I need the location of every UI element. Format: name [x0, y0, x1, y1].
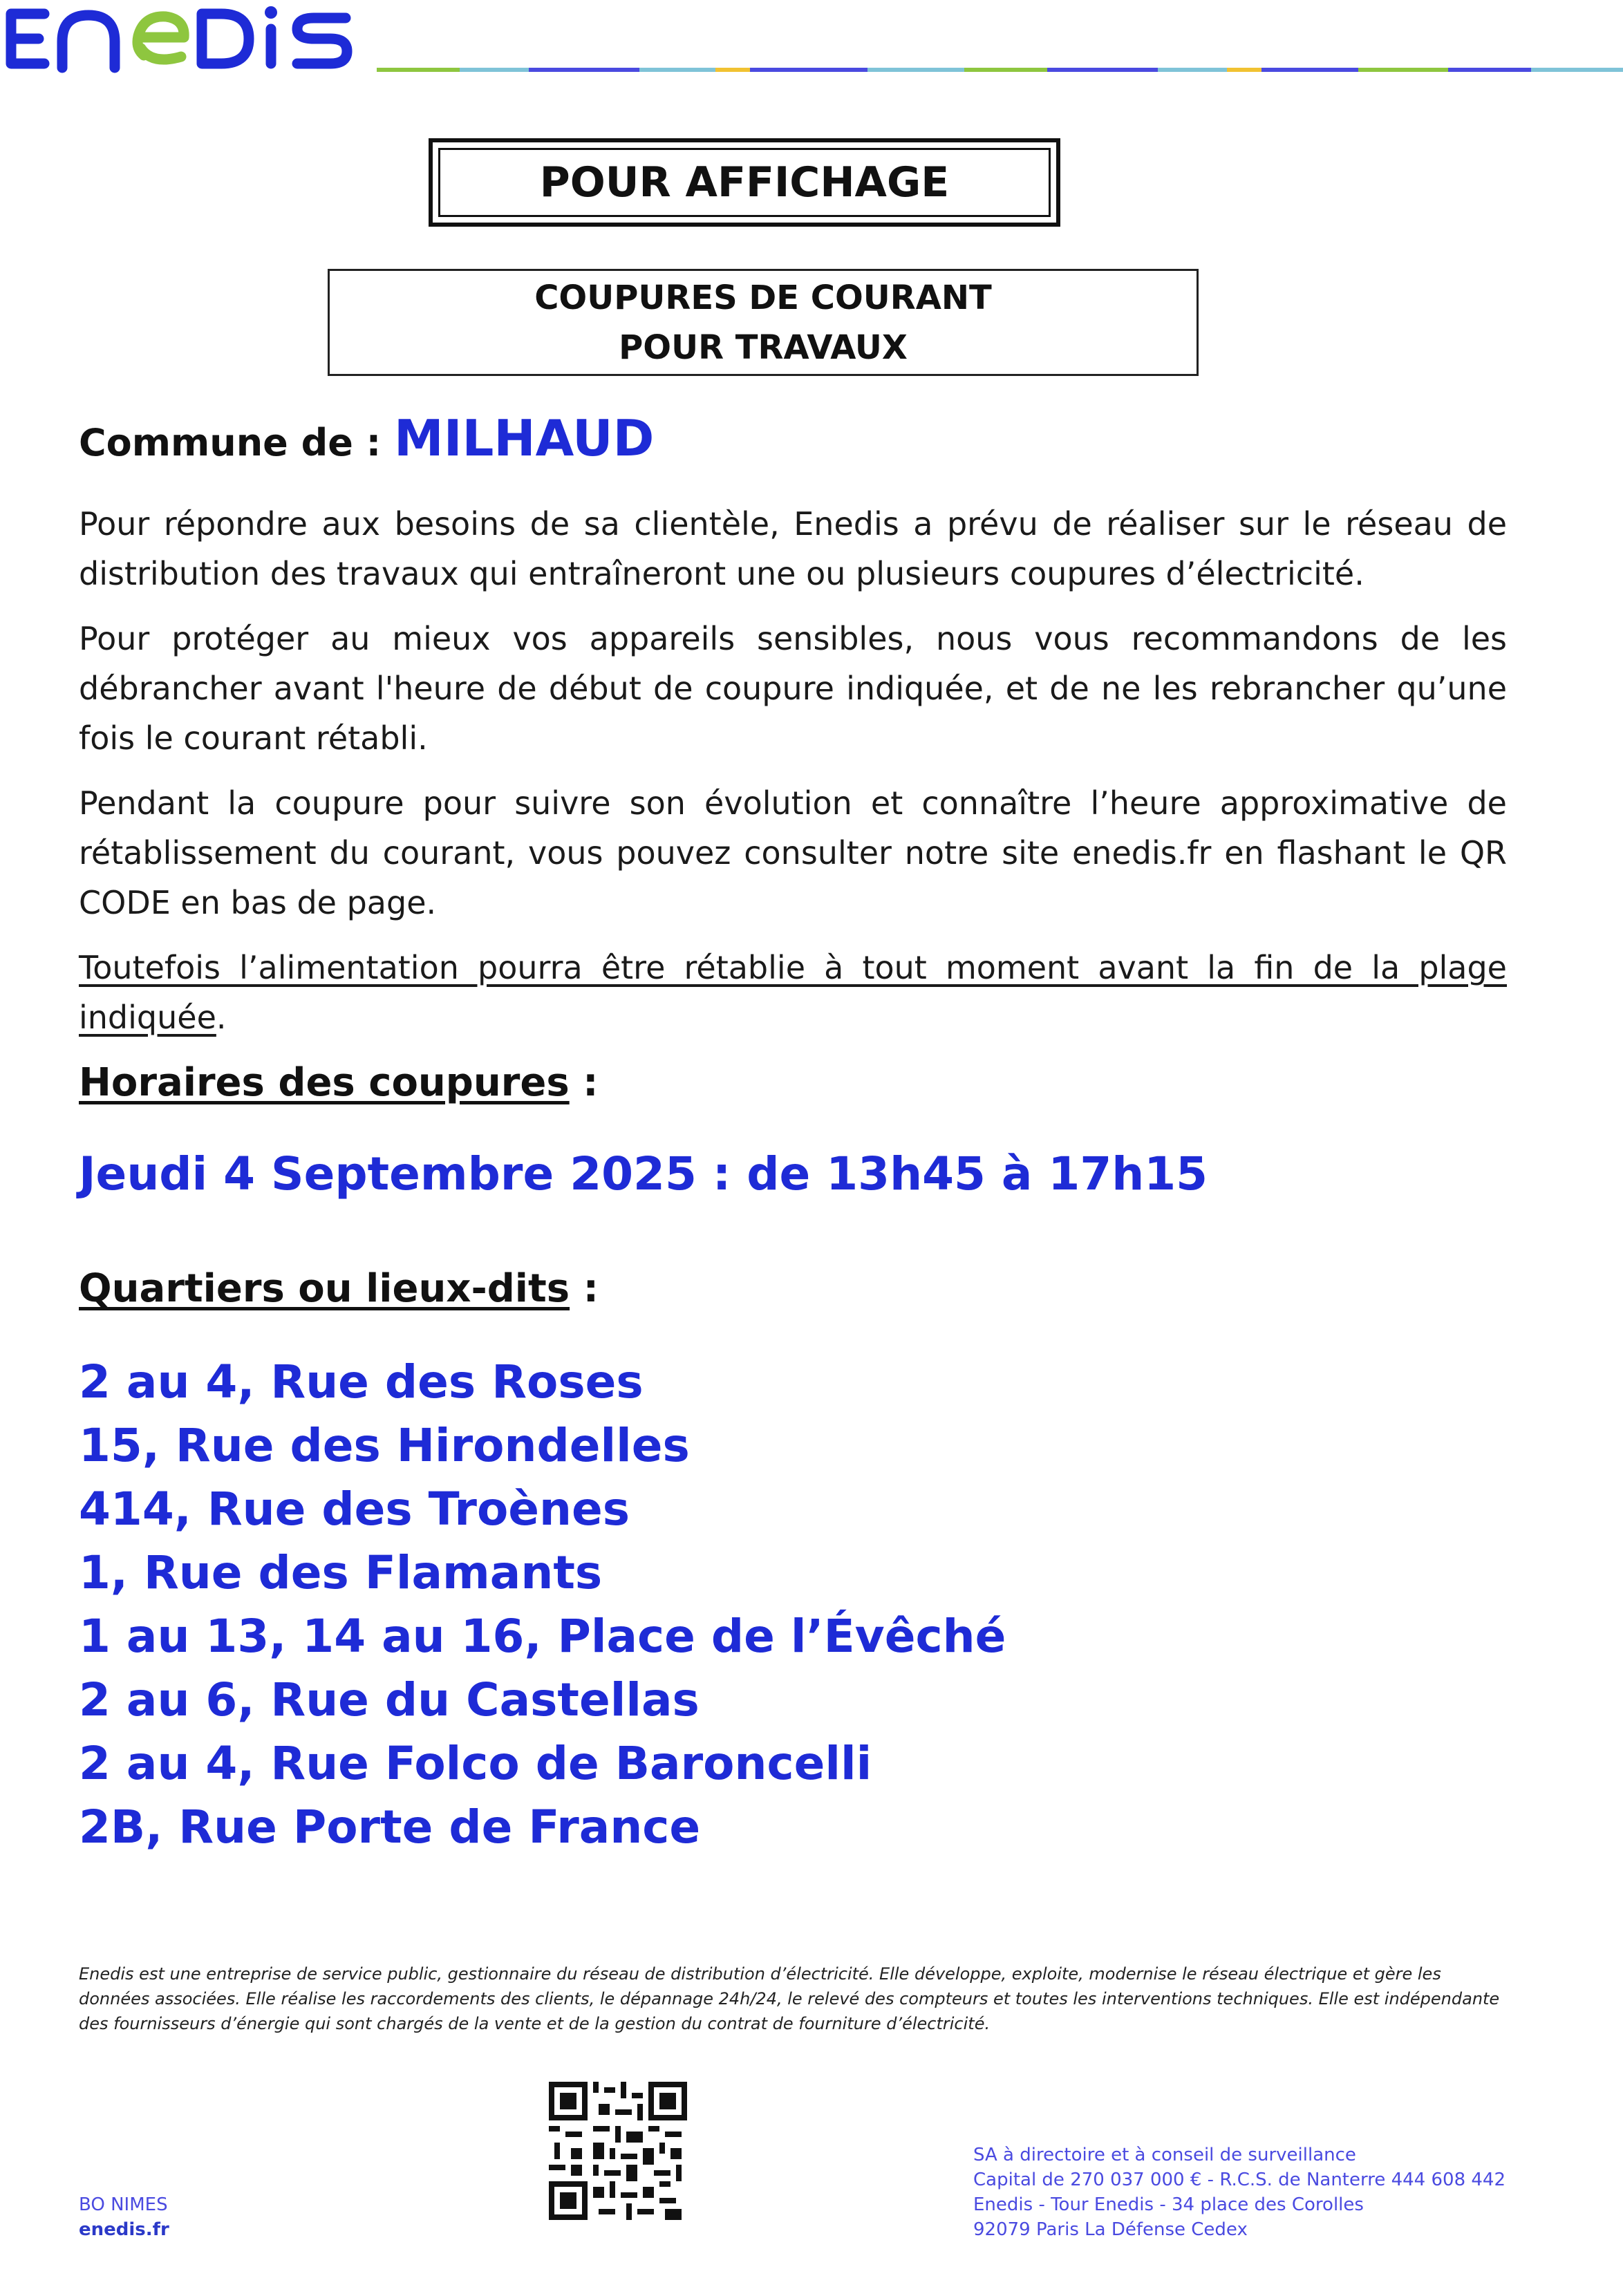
- company-description: Enedis est une entreprise de service public, gestionnaire du réseau de distribution d’électricité. Elle développe, exploite, modernise le réseau électrique et gère les données associées. Elle réalise les raccordements des clients, le dépannage 24h/24, le relevé des compteurs et toutes les interventions techniques. Elle est indépendante des fournisseurs d’énergie qui sont chargés de la vente et de la gestion du contrat de fourniture d’électricité.: [79, 1964, 1500, 2033]
- street-item: 15, Rue des Hirondelles: [79, 1419, 690, 1472]
- street-item: 2B, Rue Porte de France: [79, 1800, 701, 1854]
- enedis-logo: [0, 0, 359, 76]
- notice-title: POUR AFFICHAGE: [438, 148, 1051, 217]
- office-block: [79, 2192, 169, 2242]
- notice-subtitle-box: [328, 269, 1199, 376]
- schedule-value: Jeudi 4 Septembre 2025 : de 13h45 à 17h15: [79, 1147, 1208, 1201]
- legal-line: 92079 Paris La Défense Cedex: [973, 2219, 1248, 2240]
- street-list: [79, 1351, 1006, 1859]
- legal-line: Capital de 270 037 000 € - R.C.S. de Nanterre 444 608 442: [973, 2170, 1506, 2190]
- legal-block: [973, 2143, 1505, 2242]
- schedule-heading: Horaires des coupures :: [79, 1060, 599, 1105]
- street-item: 414, Rue des Troènes: [79, 1483, 630, 1536]
- notice-title-box: [429, 138, 1060, 227]
- legal-line: SA à directoire et à conseil de surveillance: [973, 2145, 1356, 2165]
- commune-label: Commune de :: [79, 421, 395, 464]
- intro-paragraph: Pour répondre aux besoins de sa clientèle, Enedis a prévu de réaliser sur le réseau de distribution des travaux qui entraîneront une ou plusieurs coupures d’électricité.: [79, 505, 1507, 592]
- commune-name: MILHAUD: [394, 409, 655, 467]
- office-name: BO NIMES: [79, 2194, 168, 2215]
- locations-heading: Quartiers ou lieux-dits :: [79, 1266, 599, 1311]
- street-item: 2 au 4, Rue Folco de Baroncelli: [79, 1737, 872, 1790]
- street-item: 2 au 6, Rue du Castellas: [79, 1673, 700, 1726]
- street-item: 1, Rue des Flamants: [79, 1546, 603, 1599]
- legal-line: Enedis - Tour Enedis - 34 place des Corolles: [973, 2194, 1364, 2215]
- commune-heading: [79, 409, 654, 467]
- disclaimer-paragraph: Toutefois l’alimentation pourra être rétablie à tout moment avant la fin de la plage indiquée.: [79, 949, 1507, 1036]
- notice-subtitle-line1: COUPURES DE COURANT: [534, 278, 992, 317]
- qr-code[interactable]: [549, 2082, 687, 2220]
- street-item: 1 au 13, 14 au 16, Place de l’Évêché: [79, 1610, 1006, 1663]
- website-link[interactable]: enedis.fr: [79, 2219, 169, 2240]
- advice-paragraph: Pour protéger au mieux vos appareils sensibles, nous vous recommandons de les débrancher avant l'heure de début de coupure indiquée, et de ne les rebrancher qu’une fois le courant rétabli.: [79, 620, 1507, 757]
- header-rule: [377, 66, 1623, 73]
- notice-subtitle-line2: POUR TRAVAUX: [619, 328, 908, 367]
- street-item: 2 au 4, Rue des Roses: [79, 1355, 644, 1409]
- disclaimer-underlined: Toutefois l’alimentation pourra être rétablie à tout moment avant la fin de la plage indiquée: [79, 949, 1507, 1036]
- tracking-paragraph: Pendant la coupure pour suivre son évolution et connaître l’heure approximative de rétablissement du courant, vous pouvez consulter notre site enedis.fr en flashant le QR CODE en bas de page.: [79, 784, 1507, 921]
